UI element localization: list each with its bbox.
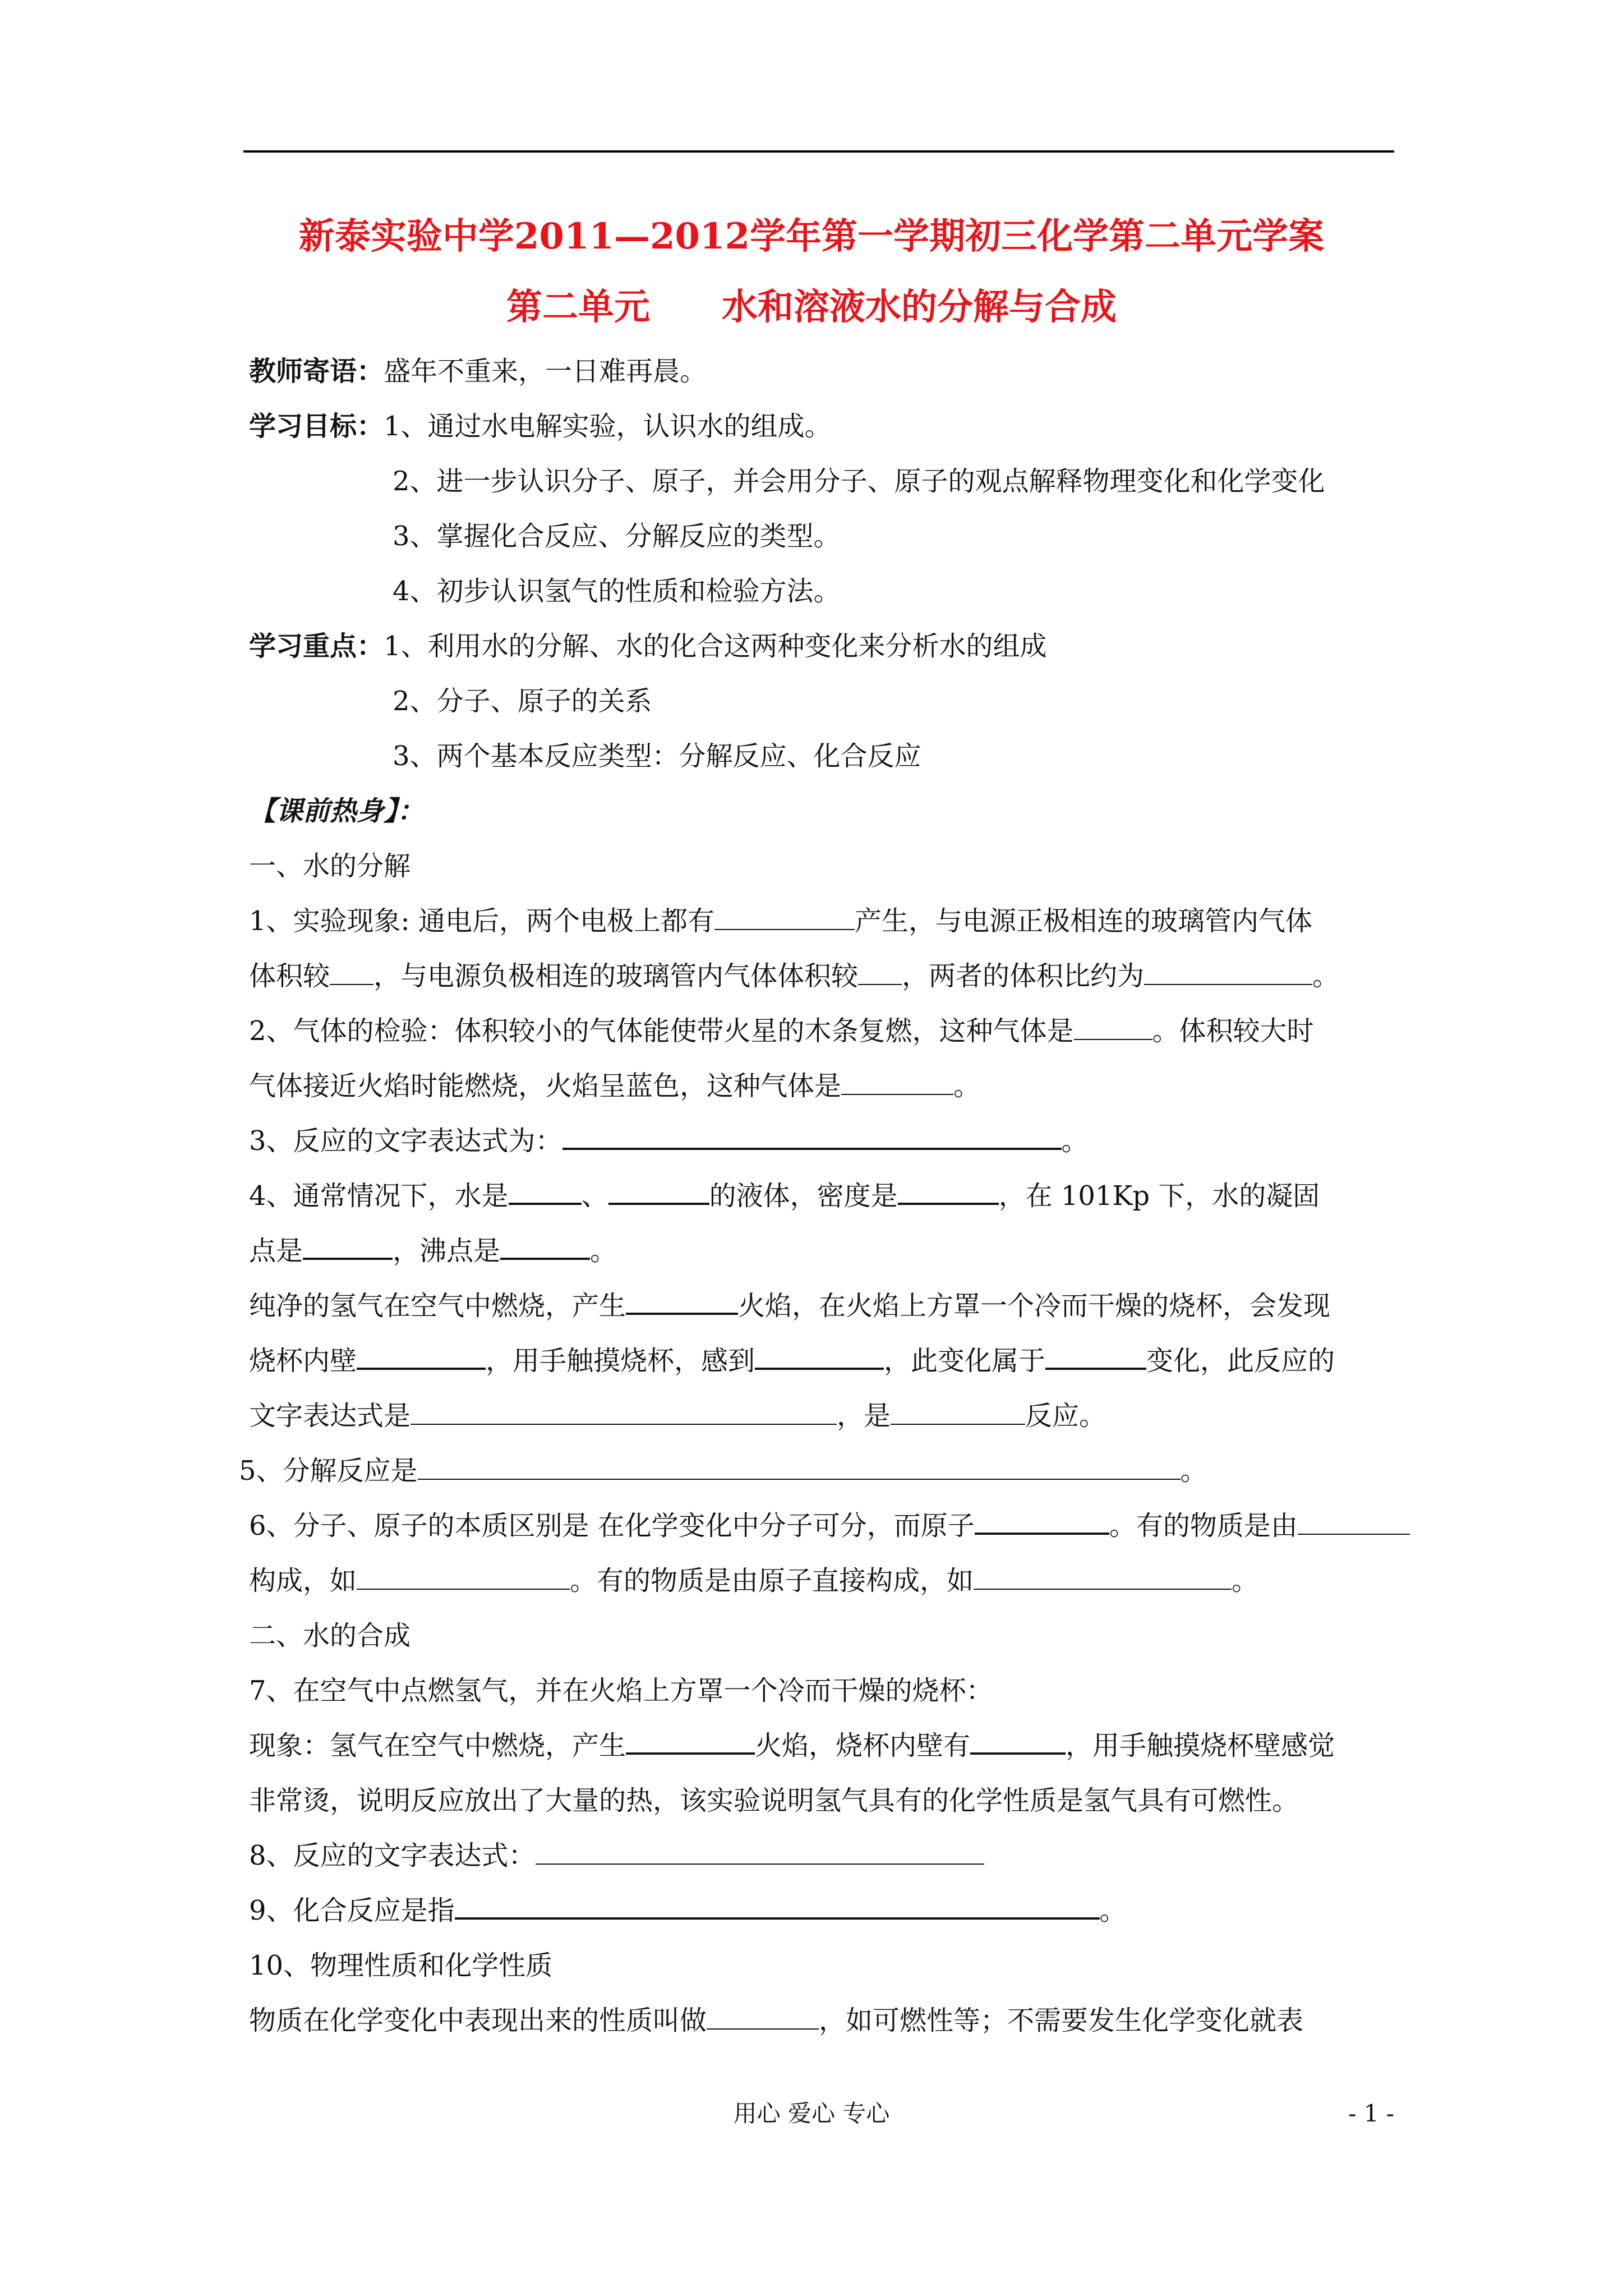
question-text: 构成，如: [249, 1565, 357, 1596]
question-text: 气体接近火焰时能燃烧，火焰呈蓝色，这种气体是: [249, 1070, 842, 1102]
hydrogen-line-3: [249, 1398, 1106, 1434]
question-text: 。体积较大时: [1152, 1015, 1314, 1047]
question-5: [239, 1453, 1207, 1489]
question-4-line-1: [249, 1178, 1320, 1214]
question-text: 8、反应的文字表达式：: [249, 1840, 536, 1871]
question-text: 现象：氢气在空气中燃烧，产生: [249, 1730, 626, 1761]
answer-blank[interactable]: [303, 1235, 393, 1260]
teacher-message: [249, 353, 707, 389]
warmup-heading: 【课前热身】：: [249, 795, 425, 827]
answer-blank[interactable]: [841, 1071, 953, 1095]
question-text: 烧杯内壁: [249, 1345, 357, 1377]
question-text: 。: [590, 1235, 617, 1267]
question-3: [249, 1123, 1089, 1159]
teacher-text: 盛年不重来，一日难再晨。: [384, 356, 707, 387]
question-2-line-1: [249, 1013, 1314, 1049]
question-text: 物质在化学变化中表现出来的性质叫做: [249, 2005, 707, 2036]
question-text: 。: [1232, 1565, 1259, 1596]
answer-blank[interactable]: [755, 1345, 884, 1370]
goal-text: 1、通过水电解实验，认识水的组成。: [384, 411, 832, 442]
question-text: ，与电源负极相连的玻璃管内气体体积较: [374, 960, 859, 992]
answer-blank[interactable]: [1045, 1345, 1146, 1370]
header-rule: [243, 150, 1394, 153]
question-1-line-1: [249, 903, 1312, 939]
answer-blank[interactable]: [1144, 961, 1312, 985]
question-9: [249, 1893, 1127, 1929]
question-7: 7、在空气中点燃氢气，并在火焰上方罩一个冷而干燥的烧杯：: [249, 1675, 993, 1706]
question-text: 点是: [249, 1235, 303, 1267]
answer-blank[interactable]: [714, 907, 855, 930]
question-2-line-2: [249, 1068, 980, 1104]
answer-blank[interactable]: [898, 1180, 999, 1205]
answer-blank[interactable]: [411, 1401, 837, 1425]
key-point-1: [249, 628, 1047, 664]
question-text: 、: [581, 1180, 608, 1212]
question-text: 产生，与电源正极相连的玻璃管内气体: [854, 905, 1312, 937]
question-1-line-2: [249, 958, 1339, 994]
question-text: ，沸点是: [393, 1235, 501, 1267]
question-7-conclusion: 非常烫，说明反应放出了大量的热，该实验说明氢气具有的化学性质是氢气具有可燃性。: [249, 1785, 1299, 1816]
question-text: 4、通常情况下，水是: [249, 1180, 509, 1212]
question-text: 。: [1312, 960, 1340, 992]
question-text: 变化，此反应的: [1146, 1345, 1335, 1377]
page-title: 新泰实验中学2011—2012学年第一学期初三化学第二单元学案: [298, 215, 1325, 257]
learning-goal-4: 4、初步认识氢气的性质和检验方法。: [393, 576, 841, 607]
question-text: 。有的物质是由原子直接构成，如: [570, 1565, 974, 1596]
answer-blank[interactable]: [500, 1235, 590, 1260]
question-6-line-1: [249, 1508, 1410, 1544]
question-text: 。: [1061, 1125, 1089, 1157]
question-8: [249, 1838, 984, 1874]
answer-blank[interactable]: [975, 1510, 1109, 1535]
section-water-decomposition: 一、水的分解: [249, 850, 411, 882]
answer-blank[interactable]: [970, 1730, 1066, 1755]
question-text: 6、分子、原子的本质区别是 在化学变化中分子可分，而原子: [249, 1510, 975, 1542]
question-text: ，此变化属于: [884, 1345, 1046, 1377]
learning-goal-2: 2、进一步认识分子、原子，并会用分子、原子的观点解释物理变化和化学变化: [393, 466, 1325, 497]
question-text: 3、反应的文字表达式为：: [249, 1125, 562, 1157]
answer-blank[interactable]: [626, 1730, 755, 1755]
hydrogen-line-2: [249, 1343, 1335, 1379]
question-text: 2、气体的检验：体积较小的气体能使带火星的木条复燃，这种气体是: [249, 1015, 1074, 1047]
answer-blank[interactable]: [357, 1566, 570, 1590]
answer-blank[interactable]: [357, 1345, 486, 1370]
goals-label: 学习目标：: [249, 411, 384, 442]
question-text: 。: [1099, 1895, 1127, 1926]
answer-blank[interactable]: [455, 1895, 1100, 1920]
question-text: ，用手触摸烧杯壁感觉: [1066, 1730, 1335, 1761]
question-7-phenomenon: [249, 1728, 1335, 1764]
question-text: 体积较: [249, 960, 330, 992]
answer-blank[interactable]: [509, 1180, 582, 1205]
answer-blank[interactable]: [707, 2006, 819, 2030]
question-10: 10、物理性质和化学性质: [249, 1950, 553, 1981]
answer-blank[interactable]: [536, 1841, 984, 1865]
question-text: 9、化合反应是指: [249, 1895, 455, 1926]
key-point-3: 3、两个基本反应类型：分解反应、化合反应: [393, 740, 921, 772]
question-6-line-2: [249, 1563, 1258, 1599]
answer-blank[interactable]: [626, 1290, 738, 1315]
question-10-line-1: [249, 2003, 1303, 2039]
answer-blank[interactable]: [1074, 1016, 1152, 1040]
page-number: - 1 -: [1348, 2100, 1394, 2127]
key-point-2: 2、分子、原子的关系: [393, 685, 652, 717]
question-text: 纯净的氢气在空气中燃烧，产生: [249, 1290, 626, 1322]
learning-goal-1: [249, 408, 832, 444]
answer-blank[interactable]: [562, 1125, 1062, 1150]
answer-blank[interactable]: [858, 961, 902, 985]
unit-title: 第二单元 水和溶液水的分解与合成: [506, 286, 1117, 328]
question-text: 1、实验现象: 通电后，两个电极上都有: [249, 905, 714, 937]
question-text: ，两者的体积比约为: [902, 960, 1145, 992]
question-4-line-2: [249, 1233, 617, 1269]
question-text: 。: [1180, 1455, 1207, 1487]
teacher-label: 教师寄语：: [249, 356, 384, 387]
answer-blank[interactable]: [974, 1566, 1232, 1590]
section-water-synthesis: 二、水的合成: [249, 1620, 411, 1651]
question-text: 。: [953, 1070, 981, 1102]
answer-blank[interactable]: [1298, 1511, 1410, 1535]
answer-blank[interactable]: [418, 1456, 1181, 1480]
question-text: 文字表达式是: [249, 1400, 411, 1432]
answer-blank[interactable]: [330, 961, 374, 985]
keys-label: 学习重点：: [249, 631, 384, 662]
question-text: 5、分解反应是: [239, 1455, 418, 1487]
question-text: 。有的物质是由: [1109, 1510, 1298, 1542]
question-text: 反应。: [1025, 1400, 1106, 1432]
question-text: ，是: [837, 1400, 891, 1432]
answer-blank[interactable]: [608, 1180, 709, 1205]
question-text: ，如可燃性等；不需要发生化学变化就表: [819, 2005, 1304, 2036]
hydrogen-line-1: [249, 1288, 1330, 1324]
question-text: 火焰，在火焰上方罩一个冷而干燥的烧杯，会发现: [738, 1290, 1331, 1322]
learning-goal-3: 3、掌握化合反应、分解反应的类型。: [393, 521, 841, 552]
answer-blank[interactable]: [891, 1401, 1025, 1425]
key-text: 1、利用水的分解、水的化合这两种变化来分析水的组成: [384, 631, 1047, 662]
footer-motto: 用心 爱心 专心: [733, 2100, 890, 2127]
question-text: 的液体，密度是: [709, 1180, 898, 1212]
question-text: ，在 101Kp 下，水的凝固: [998, 1180, 1320, 1212]
question-text: ，用手触摸烧杯，感到: [486, 1345, 755, 1377]
question-text: 火焰，烧杯内壁有: [755, 1730, 971, 1761]
